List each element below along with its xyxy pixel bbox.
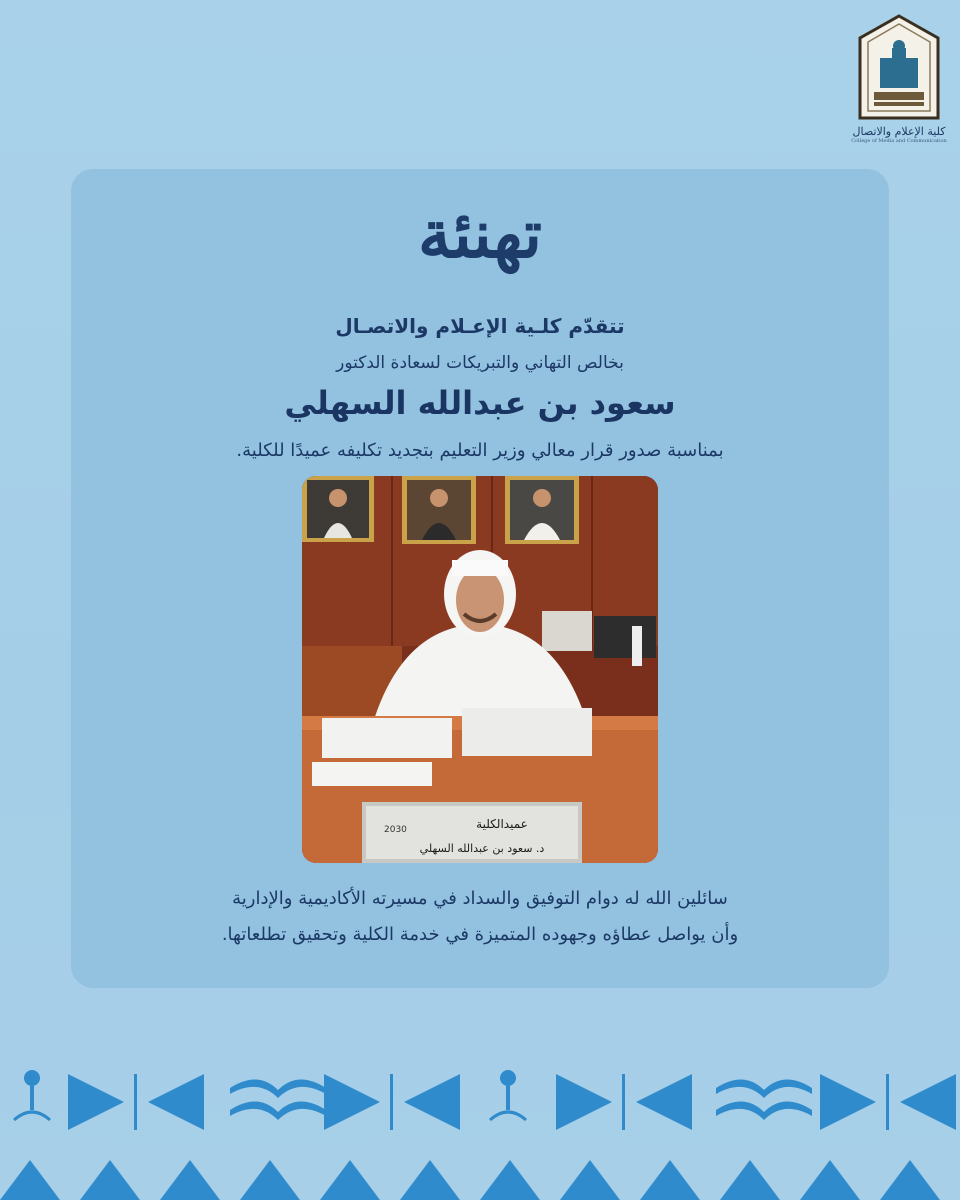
desk-nameplate	[362, 802, 582, 863]
university-logo	[858, 14, 940, 122]
portrait-frame-left	[302, 476, 374, 542]
message-line-5: سائلين الله له دوام التوفيق والسداد في مسيرته الأكاديمية والإدارية	[232, 888, 728, 909]
heading-text: تهنئة	[417, 195, 542, 273]
dean-photo	[302, 476, 658, 863]
message-line-2: بخالص التهاني والتبريكات لسعادة الدكتور	[336, 353, 624, 373]
message-line-4: بمناسبة صدور قرار معالي وزير التعليم بتجديد تكليفه عميدًا للكلية.	[236, 440, 724, 461]
message-line-6: وأن يواصل عطاؤه وجهوده المتميزة في خدمة الكلية وتحقيق تطلعاتها.	[221, 924, 739, 945]
logo-caption-english: College of Media and Communication	[851, 138, 947, 144]
nameplate-title: عميدالكلية	[476, 817, 528, 831]
logo-caption-arabic: كلية الإعلام والاتصال	[852, 125, 946, 138]
honoree-name: سعود بن عبدالله السهلي	[284, 384, 676, 422]
vision-2030-mark: 2030	[384, 825, 407, 835]
congratulations-heading	[0, 195, 960, 273]
saudi-emblem-icon-2	[490, 1070, 526, 1120]
portrait-frame-center	[402, 476, 476, 544]
book-icon-2	[716, 1079, 812, 1120]
saudi-emblem-icon	[14, 1070, 50, 1120]
logo-caption	[846, 126, 952, 145]
decorative-border	[0, 1060, 960, 1200]
message-line-1: تتقدّم كلـية الإعـلام والاتصـال	[335, 314, 625, 338]
nameplate-name: د. سعود بن عبدالله السهلي	[419, 842, 545, 855]
book-icon	[230, 1079, 326, 1120]
portrait-frame-right	[505, 476, 579, 544]
